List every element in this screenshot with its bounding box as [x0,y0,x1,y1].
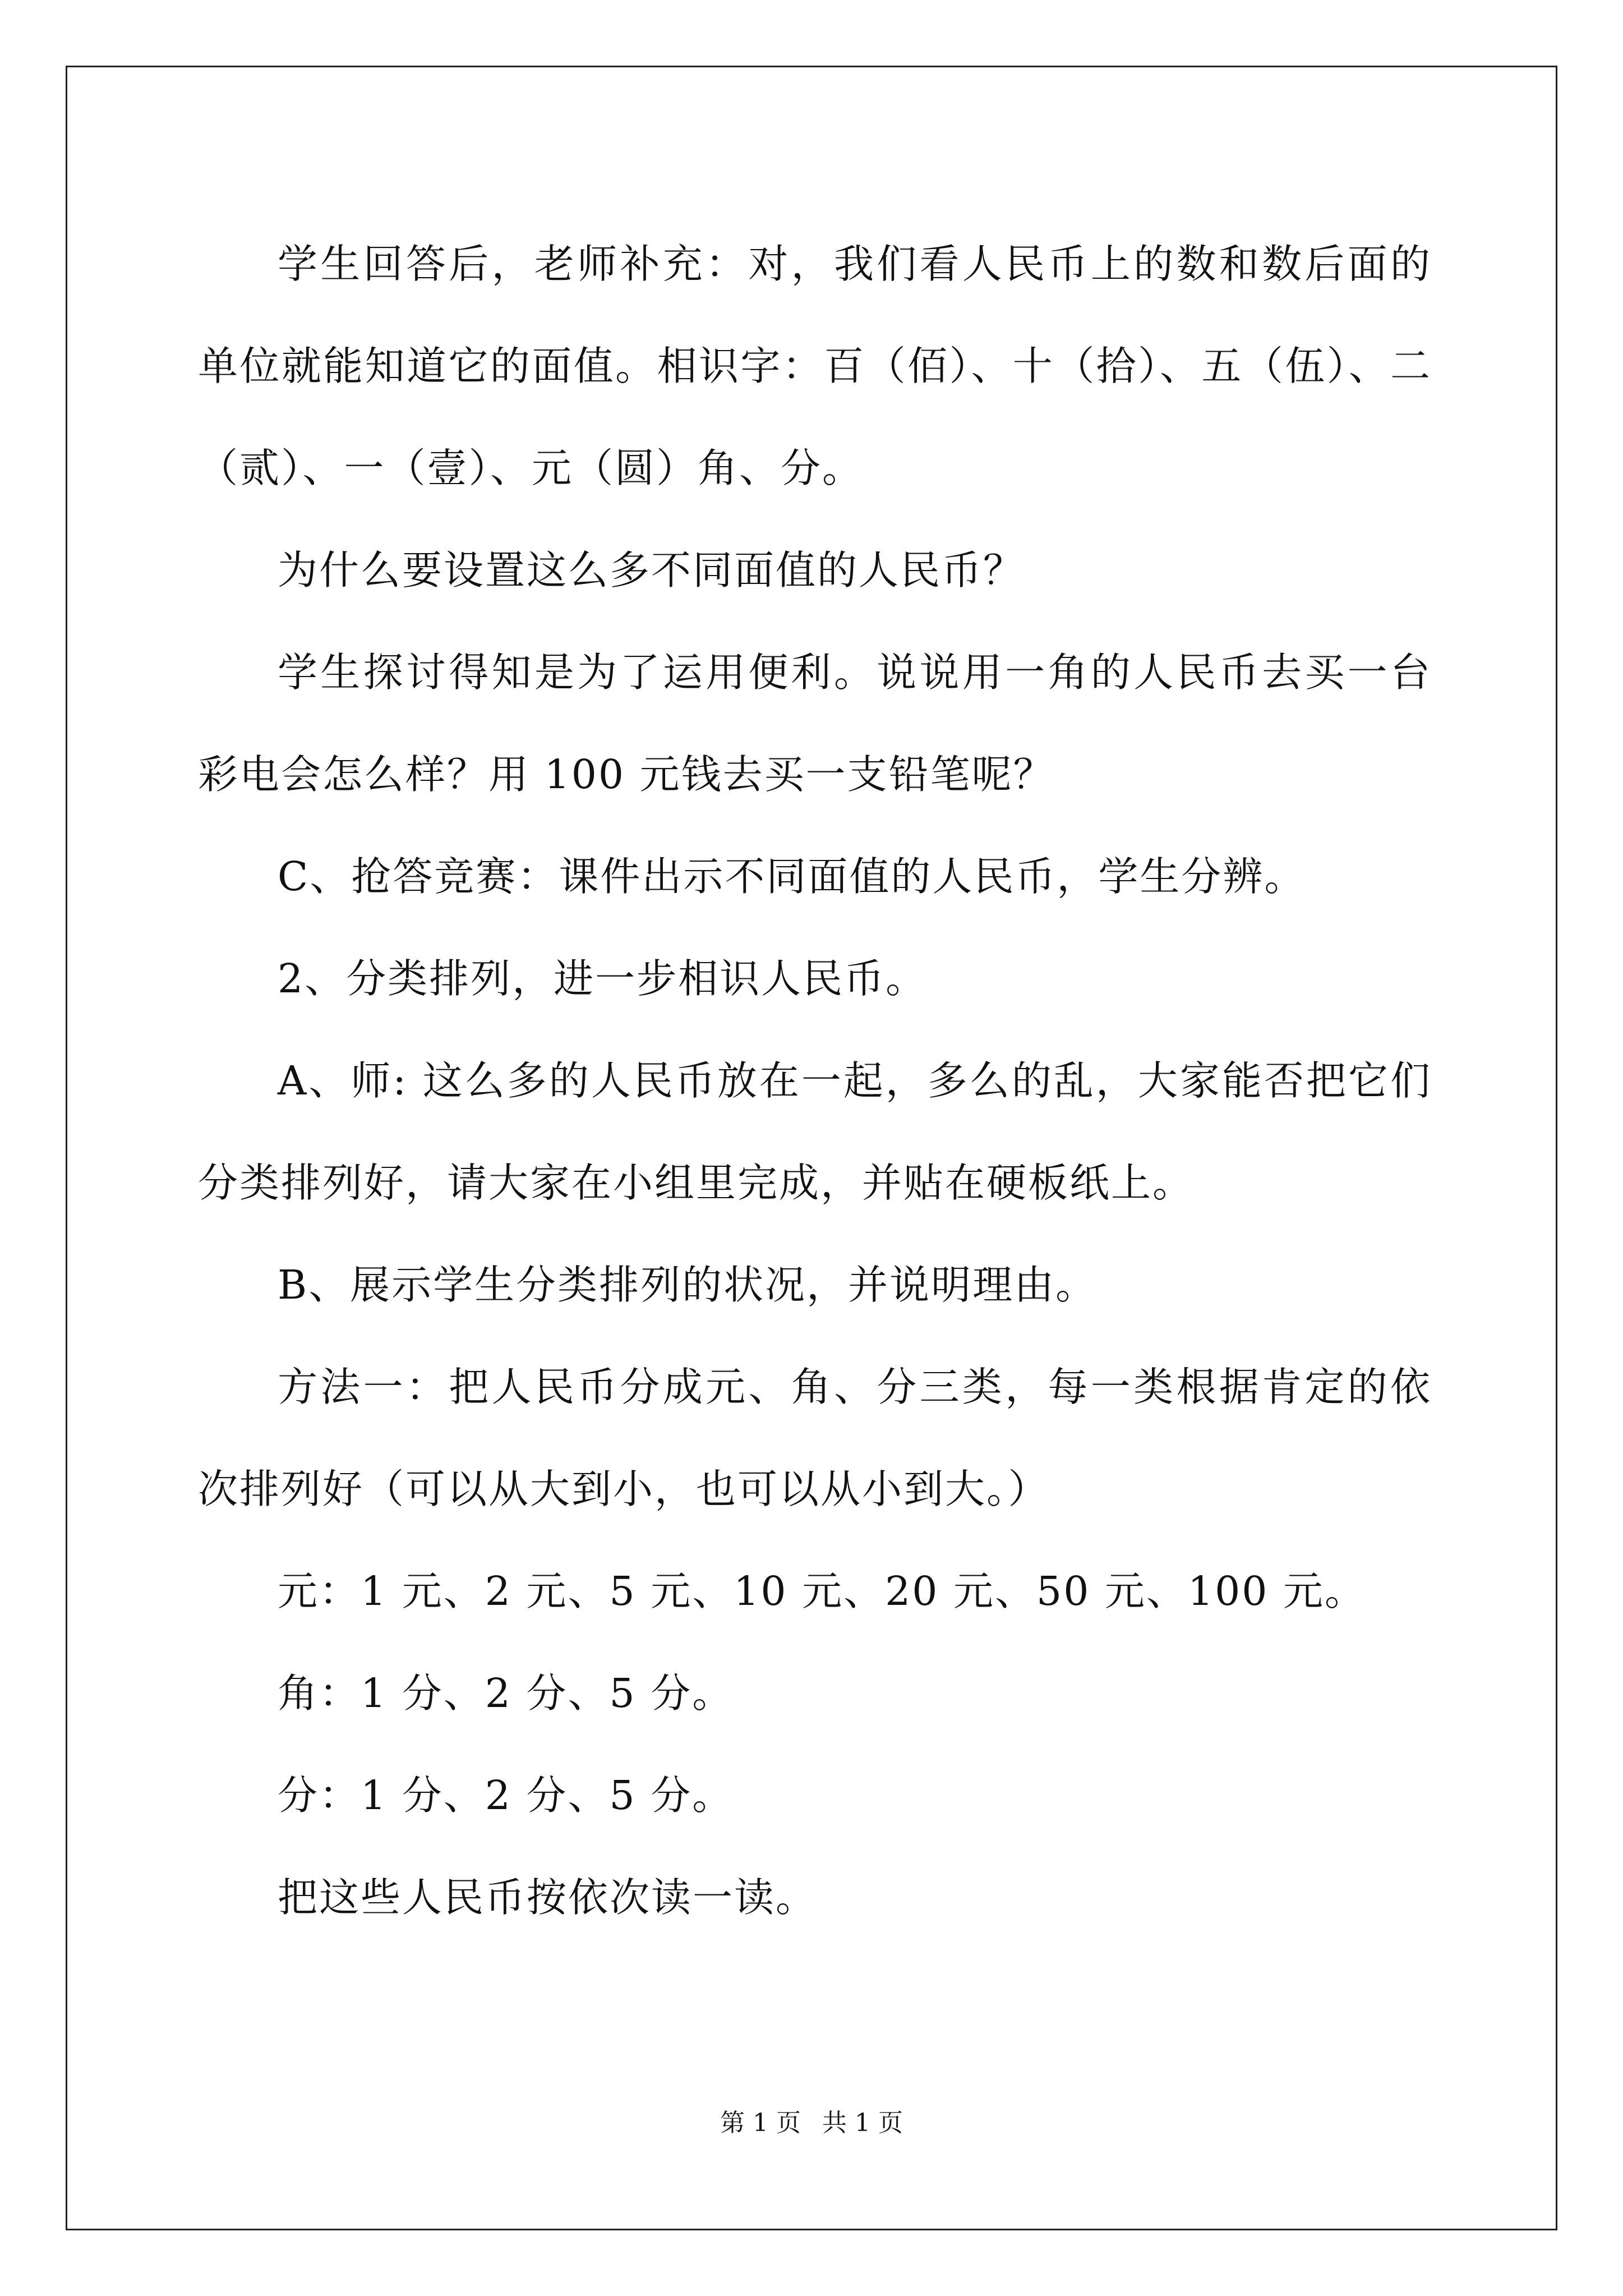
paragraph: 把这些人民币按依次读一读。 [278,1874,818,1921]
page-total: 共 1 页 [822,2109,903,2137]
paragraph: A、师: 这么多的人民币放在一起，多么的乱，大家能否把它们分类排列好，请大家在小组里完成，并贴在硬板纸上。 [198,1057,1432,1206]
paragraph: B、展示学生分类排列的状况，并说明理由。 [278,1262,1098,1308]
paragraph: 元：1 元、2 元、5 元、10 元、20 元、50 元、100 元。 [278,1568,1367,1614]
paragraph: 方法一：把人民币分成元、角、分三类，每一类根据肯定的依次排列好（可以从大到小，也可以从小到大。） [198,1364,1432,1512]
paragraph: 学生回答后，老师补充：对，我们看人民币上的数和数后面的单位就能知道它的面值。相识字：百（佰）、十（拾）、五（伍）、二（贰）、一（壹）、元（圆）角、分。 [198,241,1432,491]
paragraph: 角：1 分、2 分、5 分。 [278,1670,734,1717]
paragraph: 2、分类排列，进一步相识人民币。 [278,955,928,1002]
paragraph: 为什么要设置这么多不同面值的人民币？ [278,547,1025,593]
paragraph: 学生探讨得知是为了运用便利。说说用一角的人民币去买一台彩电会怎么样？用 100 元钱去买一支铅笔呢？ [198,649,1432,798]
page-number: 第 1 页 [720,2109,801,2137]
page-footer [0,2106,1623,2140]
document-body [198,213,1432,1949]
paragraph: 分：1 分、2 分、5 分。 [278,1772,734,1819]
paragraph: C、抢答竞赛：课件出示不同面值的人民币，学生分辨。 [278,853,1306,900]
